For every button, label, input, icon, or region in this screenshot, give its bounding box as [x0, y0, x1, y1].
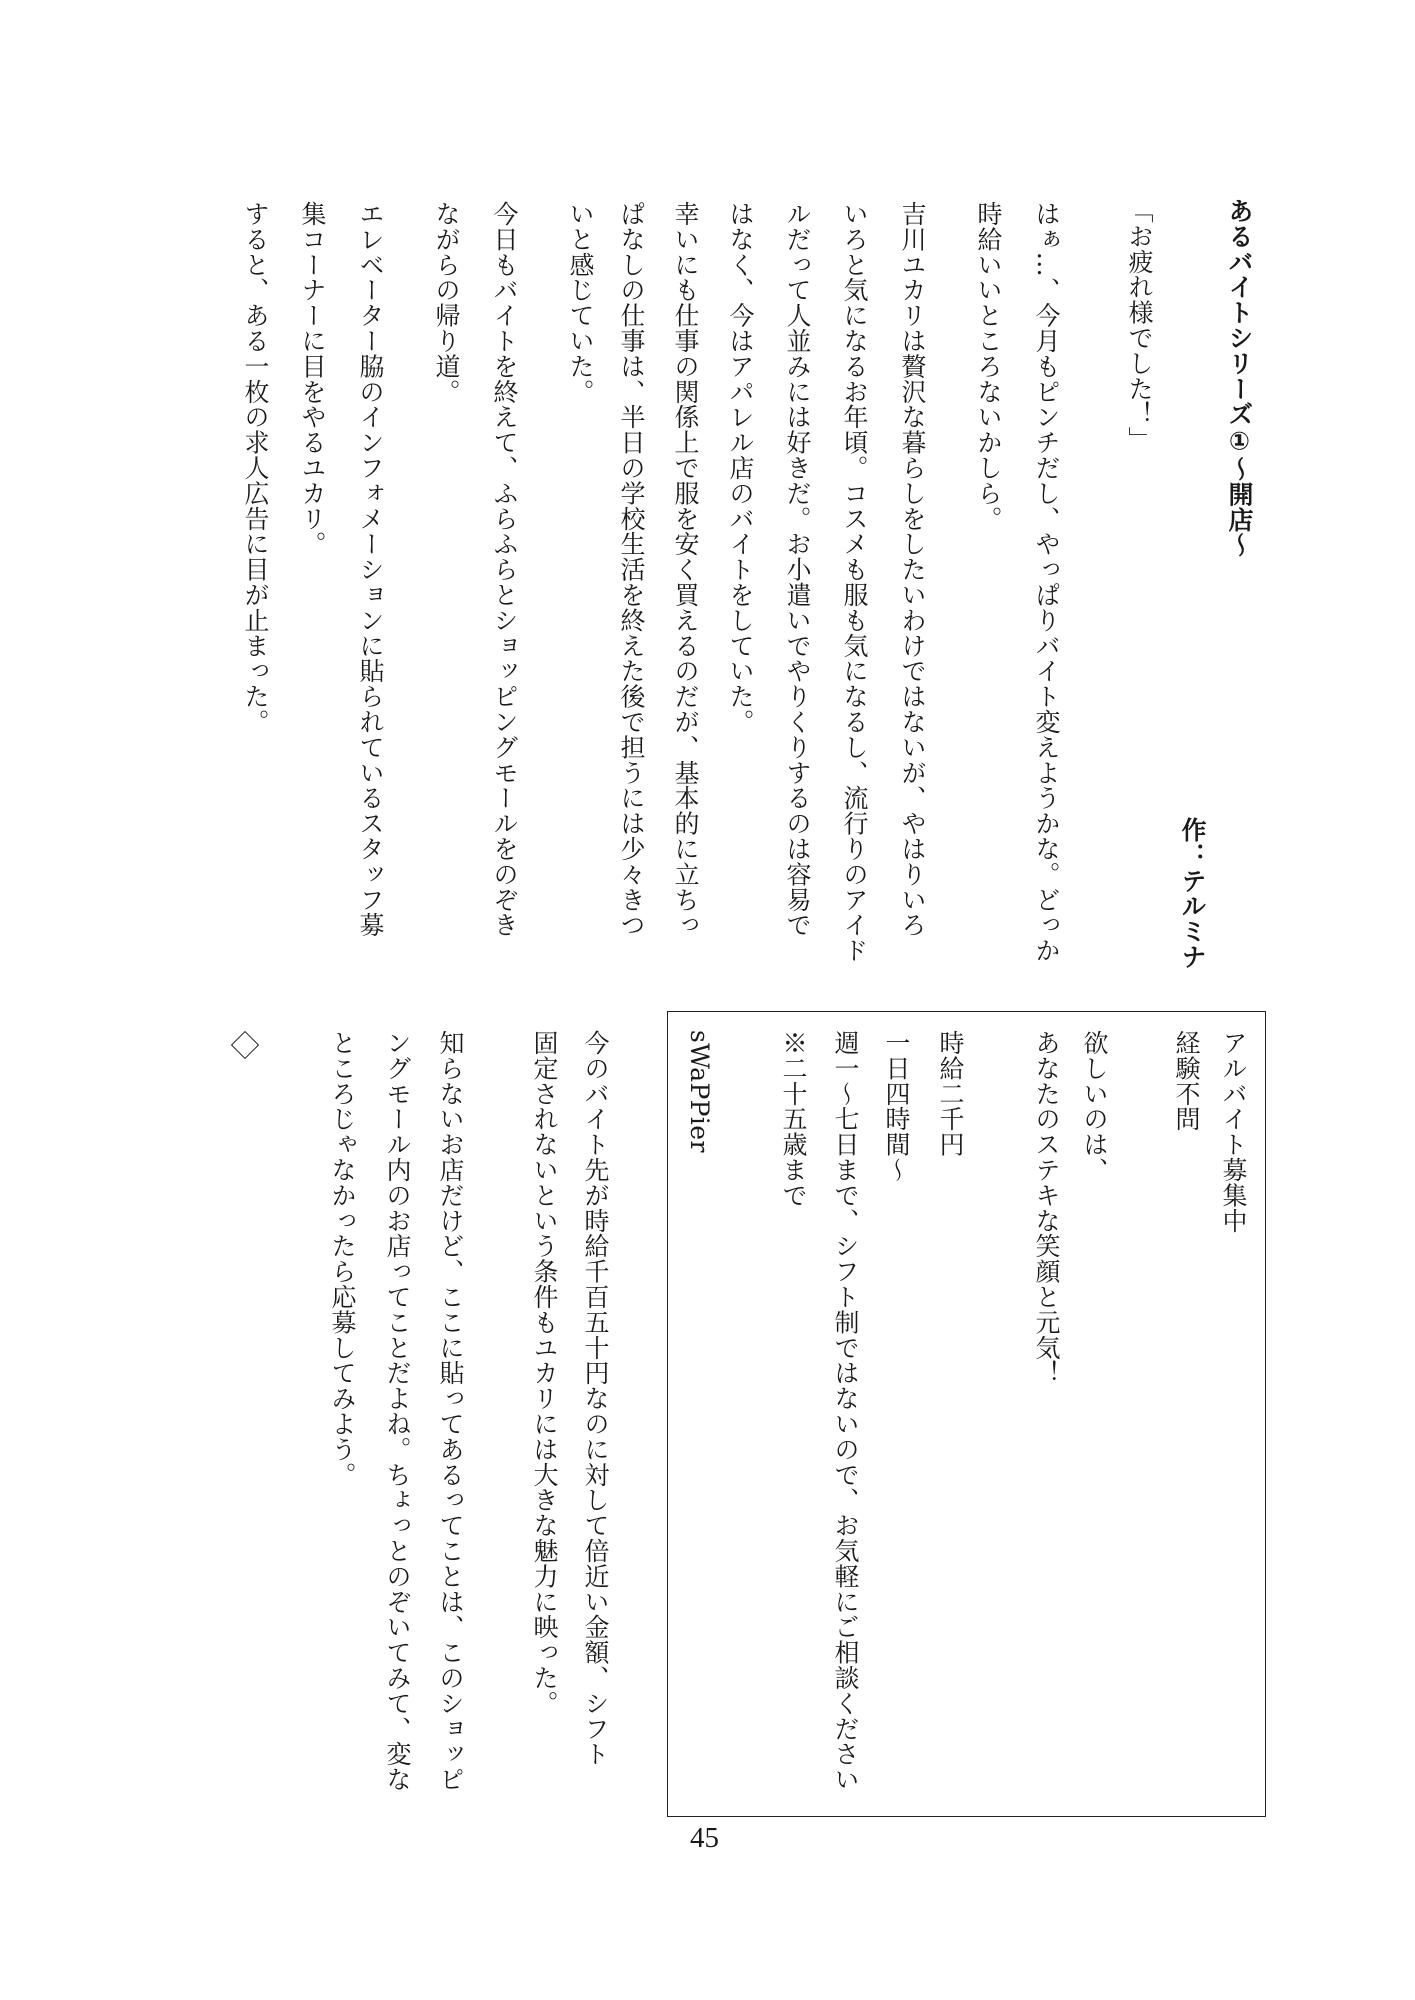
text-column: 幸いにも仕事の関係上で服を安く買えるのだが、基本的に立ちっ	[671, 201, 700, 938]
text-column: 今日もバイトを終えて、ふらふらとショッピングモールをのぞき	[490, 201, 519, 938]
ad-line: 経験不問	[1172, 1030, 1201, 1132]
text-column: 吉川ユカリは贅沢な暮らしをしたいわけではないが、やはりいろ	[898, 201, 927, 938]
text-column: ングモール内のお店ってことだよね。ちょっとのぞいてみて、変な	[383, 1030, 412, 1792]
ad-line: アルバイト募集中	[1219, 1030, 1248, 1234]
text-column: いと感じていた。	[566, 201, 595, 405]
ad-line: あなたのステキな笑顔と元気！	[1032, 1030, 1061, 1386]
ad-brand-name: sWaPPier	[685, 1030, 714, 1153]
text-column: ながらの帰り道。	[432, 201, 461, 405]
text-column: ルだって人並みには好きだ。お小遣いでやりくりするのは容易で	[783, 201, 812, 938]
ad-line: 欲しいのは、	[1080, 1030, 1109, 1183]
text-column: はなく、今はアパレル店のバイトをしていた。	[726, 201, 755, 735]
ad-line: 一日四時間～	[882, 1030, 911, 1183]
text-column: 固定されないという条件もユカリには大きな魅力に映った。	[530, 1030, 559, 1716]
ad-line: 週一～七日まで、シフト制ではないので、お気軽にご相談ください	[831, 1030, 860, 1792]
text-column: すると、ある一枚の求人広告に目が止まった。	[241, 201, 270, 735]
text-column: ところじゃなかったら応募してみよう。	[328, 1030, 357, 1488]
ad-line: ※二十五歳まで	[779, 1030, 808, 1208]
text-column: エレベーター脇のインフォメーションに貼られているスタッフ募	[356, 201, 385, 938]
text-column: 知らないお店だけど、ここに貼ってあるってことは、このショッピ	[436, 1030, 465, 1792]
text-column: ぱなしの仕事は、半日の学校生活を終えた後で担うには少々きつ	[617, 201, 646, 938]
author-credit: 作：テルミナ	[1178, 817, 1207, 970]
scene-break-diamond-icon	[231, 1031, 259, 1059]
text-column: 今のバイト先が時給千百五十円なのに対して倍近い金額、シフト	[581, 1030, 610, 1767]
text-column: いろと気になるお年頃。コスメも服も気になるし、流行りのアイド	[840, 201, 869, 963]
story-title: あるバイトシリーズ①～開店～	[1225, 198, 1254, 558]
text-column: 「お疲れ様でした！」	[1125, 198, 1154, 452]
text-column: 集コーナーに目をやるユカリ。	[298, 201, 327, 557]
text-column: はぁ…、今月もピンチだし、やっぱりバイト変えようかな。どっか	[1032, 201, 1061, 963]
ad-line: 時給二千円	[936, 1030, 965, 1157]
page-number: 45	[690, 1822, 719, 1854]
text-column: 時給いいところないかしら。	[974, 201, 1003, 532]
